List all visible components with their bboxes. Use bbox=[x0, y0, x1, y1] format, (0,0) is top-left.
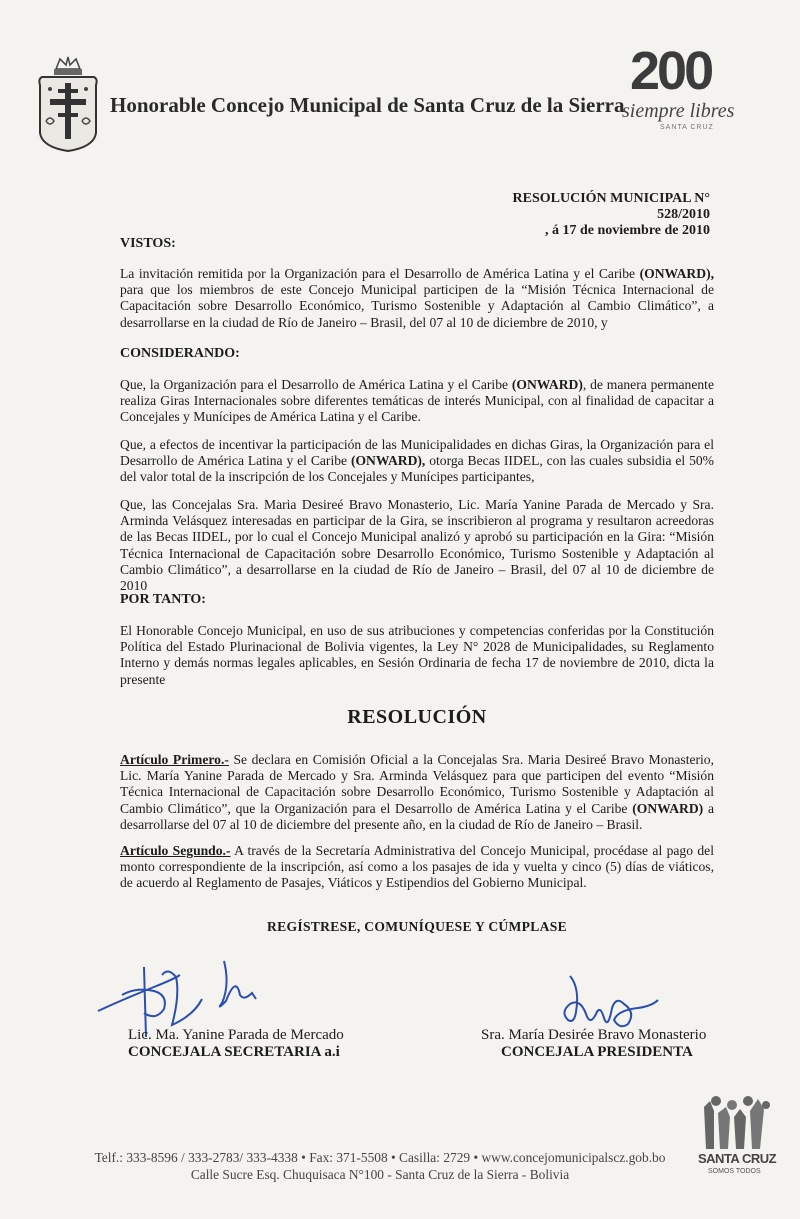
council-name: Honorable Concejo Municipal de Santa Cruz de la Sierra bbox=[110, 93, 625, 117]
considerando-paragraph-2 bbox=[120, 437, 714, 486]
footer-contact-line: Telf.: 333-8596 / 333-2783/ 333-4338 • Fax: 371-5508 • Casilla: 2729 • www.concejomunicipalscz.gob.bo bbox=[94, 1150, 666, 1165]
anniversary-city: SANTA CRUZ bbox=[660, 124, 714, 131]
bicentennial-logo bbox=[622, 41, 762, 138]
onward-bold: (ONWARD), bbox=[350, 453, 426, 469]
resolution-title: RESOLUCIÓN bbox=[347, 706, 487, 728]
considerando-heading: CONSIDERANDO: bbox=[120, 346, 240, 361]
considerando-1-text: Que, la Organización para el Desarrollo de América Latina y el Caribe bbox=[120, 377, 512, 392]
resolution-date: , á 17 de noviembre de 2010 bbox=[544, 223, 710, 238]
santa-cruz-logo bbox=[696, 1095, 778, 1185]
considerando-2-text: Que, a efectos de incentivar la participación de las Municipalidades en dichas Giras, la Organización para el Desarrollo de América Latina y el Caribe bbox=[120, 437, 714, 469]
signature-block-president bbox=[481, 1027, 706, 1061]
considerando-paragraph-1 bbox=[120, 377, 714, 426]
signer-name: Sra. María Desirée Bravo Monasterio bbox=[481, 1027, 707, 1043]
resolution-reference bbox=[470, 191, 710, 239]
considerando-paragraph-3: Que, las Concejalas Sra. Maria Desireé Bravo Monasterio, Lic. María Yanine Parada de Mercado y Sra. Arminda Velásquez interesadas en participar de la Gira, se inscribieron al programa y resultaron acreedoras de las Becas IIDEL, por lo cual el Concejo Municipal analizó y aprobó su participación en la Gira: “Misión Técnica Internacional de Capacitación sobre Desarrollo Económico, Turismo Sostenible y Adaptación al Cambio Climático”, a desarrollarse en la ciudad de Río de Janeiro – Brasil, del 07 al 10 de diciembre de 2010 bbox=[120, 497, 714, 594]
article-two-text: A través de la Secretaría Administrativa del Concejo Municipal, procédase al pago del monto correspondiente de la inscripción, así como a los pasajes de ida y vuelta y cinco (5) días de viáticos, de acuerdo al Reglamento de Pasajes, Viáticos y Estipendios del Gobierno Municipal. bbox=[120, 843, 714, 891]
considerando-2-text-cont: otorga Becas IIDEL, con las cuales subsidia el 50% del valor total de la inscripción de los Concejales y Munícipes participantes, bbox=[120, 453, 714, 485]
onward-bold: (ONWARD), bbox=[639, 266, 714, 281]
signer-title: CONCEJALA SECRETARIA a.i bbox=[128, 1044, 340, 1060]
por-tanto-paragraph: El Honorable Concejo Municipal, en uso de sus atribuciones y competencias conferidas por la Constitución Política del Estado Plurinacional de Bolivia vigentes, la Ley N° 2028 de Municipalidades, su Reglamento Interno y demás normas legales aplicables, en Sesión Ordinaria de fecha 17 de noviembre de 2010, dicta la presente bbox=[120, 623, 714, 687]
signature-block-secretary bbox=[128, 1027, 344, 1061]
article-two bbox=[120, 843, 714, 892]
considerando-1-text-cont: , de manera permanente realiza Giras Internacionales sobre diferentes temáticas de interés Municipal, con al finalidad de capacitar a Concejales y Munícipes de América Latina y el Caribe. bbox=[120, 377, 714, 425]
people-group-icon bbox=[696, 1095, 778, 1151]
santa-cruz-logo-text: SANTA CRUZ bbox=[698, 1151, 777, 1166]
onward-bold: (ONWARD) bbox=[632, 800, 704, 816]
onward-bold: (ONWARD) bbox=[511, 377, 583, 392]
signer-name: Lic. Ma. Yanine Parada de Mercado bbox=[128, 1027, 344, 1043]
santa-cruz-logo-subtext: SOMOS TODOS bbox=[708, 1168, 761, 1175]
closing-formula: REGÍSTRESE, COMUNÍQUESE Y CÚMPLASE bbox=[267, 919, 567, 934]
footer-address-line: Calle Sucre Esq. Chuquisaca N°100 - Santa Cruz de la Sierra - Bolivia bbox=[190, 1167, 570, 1182]
signer-title: CONCEJALA PRESIDENTA bbox=[501, 1044, 693, 1060]
resolution-number: RESOLUCIÓN MUNICIPAL N° 528/2010 bbox=[512, 191, 710, 222]
article-two-label: Artículo Segundo.- bbox=[120, 843, 231, 858]
vistos-text-cont: para que los miembros de este Concejo Municipal participen de la “Misión Técnica Internacional de Capacitación sobre Desarrollo Económico, Turismo Sostenible y Adaptación al Cambio Climático”, a desarrollarse en la ciudad de Río de Janeiro – Brasil, del 07 al 10 de diciembre de 2010, y bbox=[120, 282, 714, 330]
vistos-text: La invitación remitida por la Organización para el Desarrollo de América Latina y el Caribe bbox=[120, 266, 640, 281]
article-one bbox=[120, 752, 714, 833]
vistos-heading: VISTOS: bbox=[120, 236, 176, 251]
anniversary-number: 200 bbox=[630, 41, 712, 101]
article-one-text: Se declara en Comisión Oficial a la Concejalas Sra. Maria Desireé Bravo Monasterio, Lic. María Yanine Parada de Mercado y Sra. Arminda Velásquez para que participen del evento “Misión Técnica Internacional de Capacitación sobre Desarrollo Económico, Turismo Sostenible y Adaptación al Cambio Climático”, que la Organización para el Desarrollo de América Latina y el Caribe bbox=[120, 752, 714, 816]
article-one-text-cont: a desarrollarse del 07 al 10 de diciembre del presente año, en la ciudad de Río de Janeiro – Brasil. bbox=[120, 800, 715, 832]
anniversary-script: siempre libres bbox=[622, 100, 735, 122]
coat-of-arms-icon bbox=[36, 55, 100, 153]
article-one-label: Artículo Primero.- bbox=[120, 752, 229, 767]
por-tanto-heading: POR TANTO: bbox=[120, 592, 206, 607]
vistos-paragraph bbox=[120, 266, 714, 331]
